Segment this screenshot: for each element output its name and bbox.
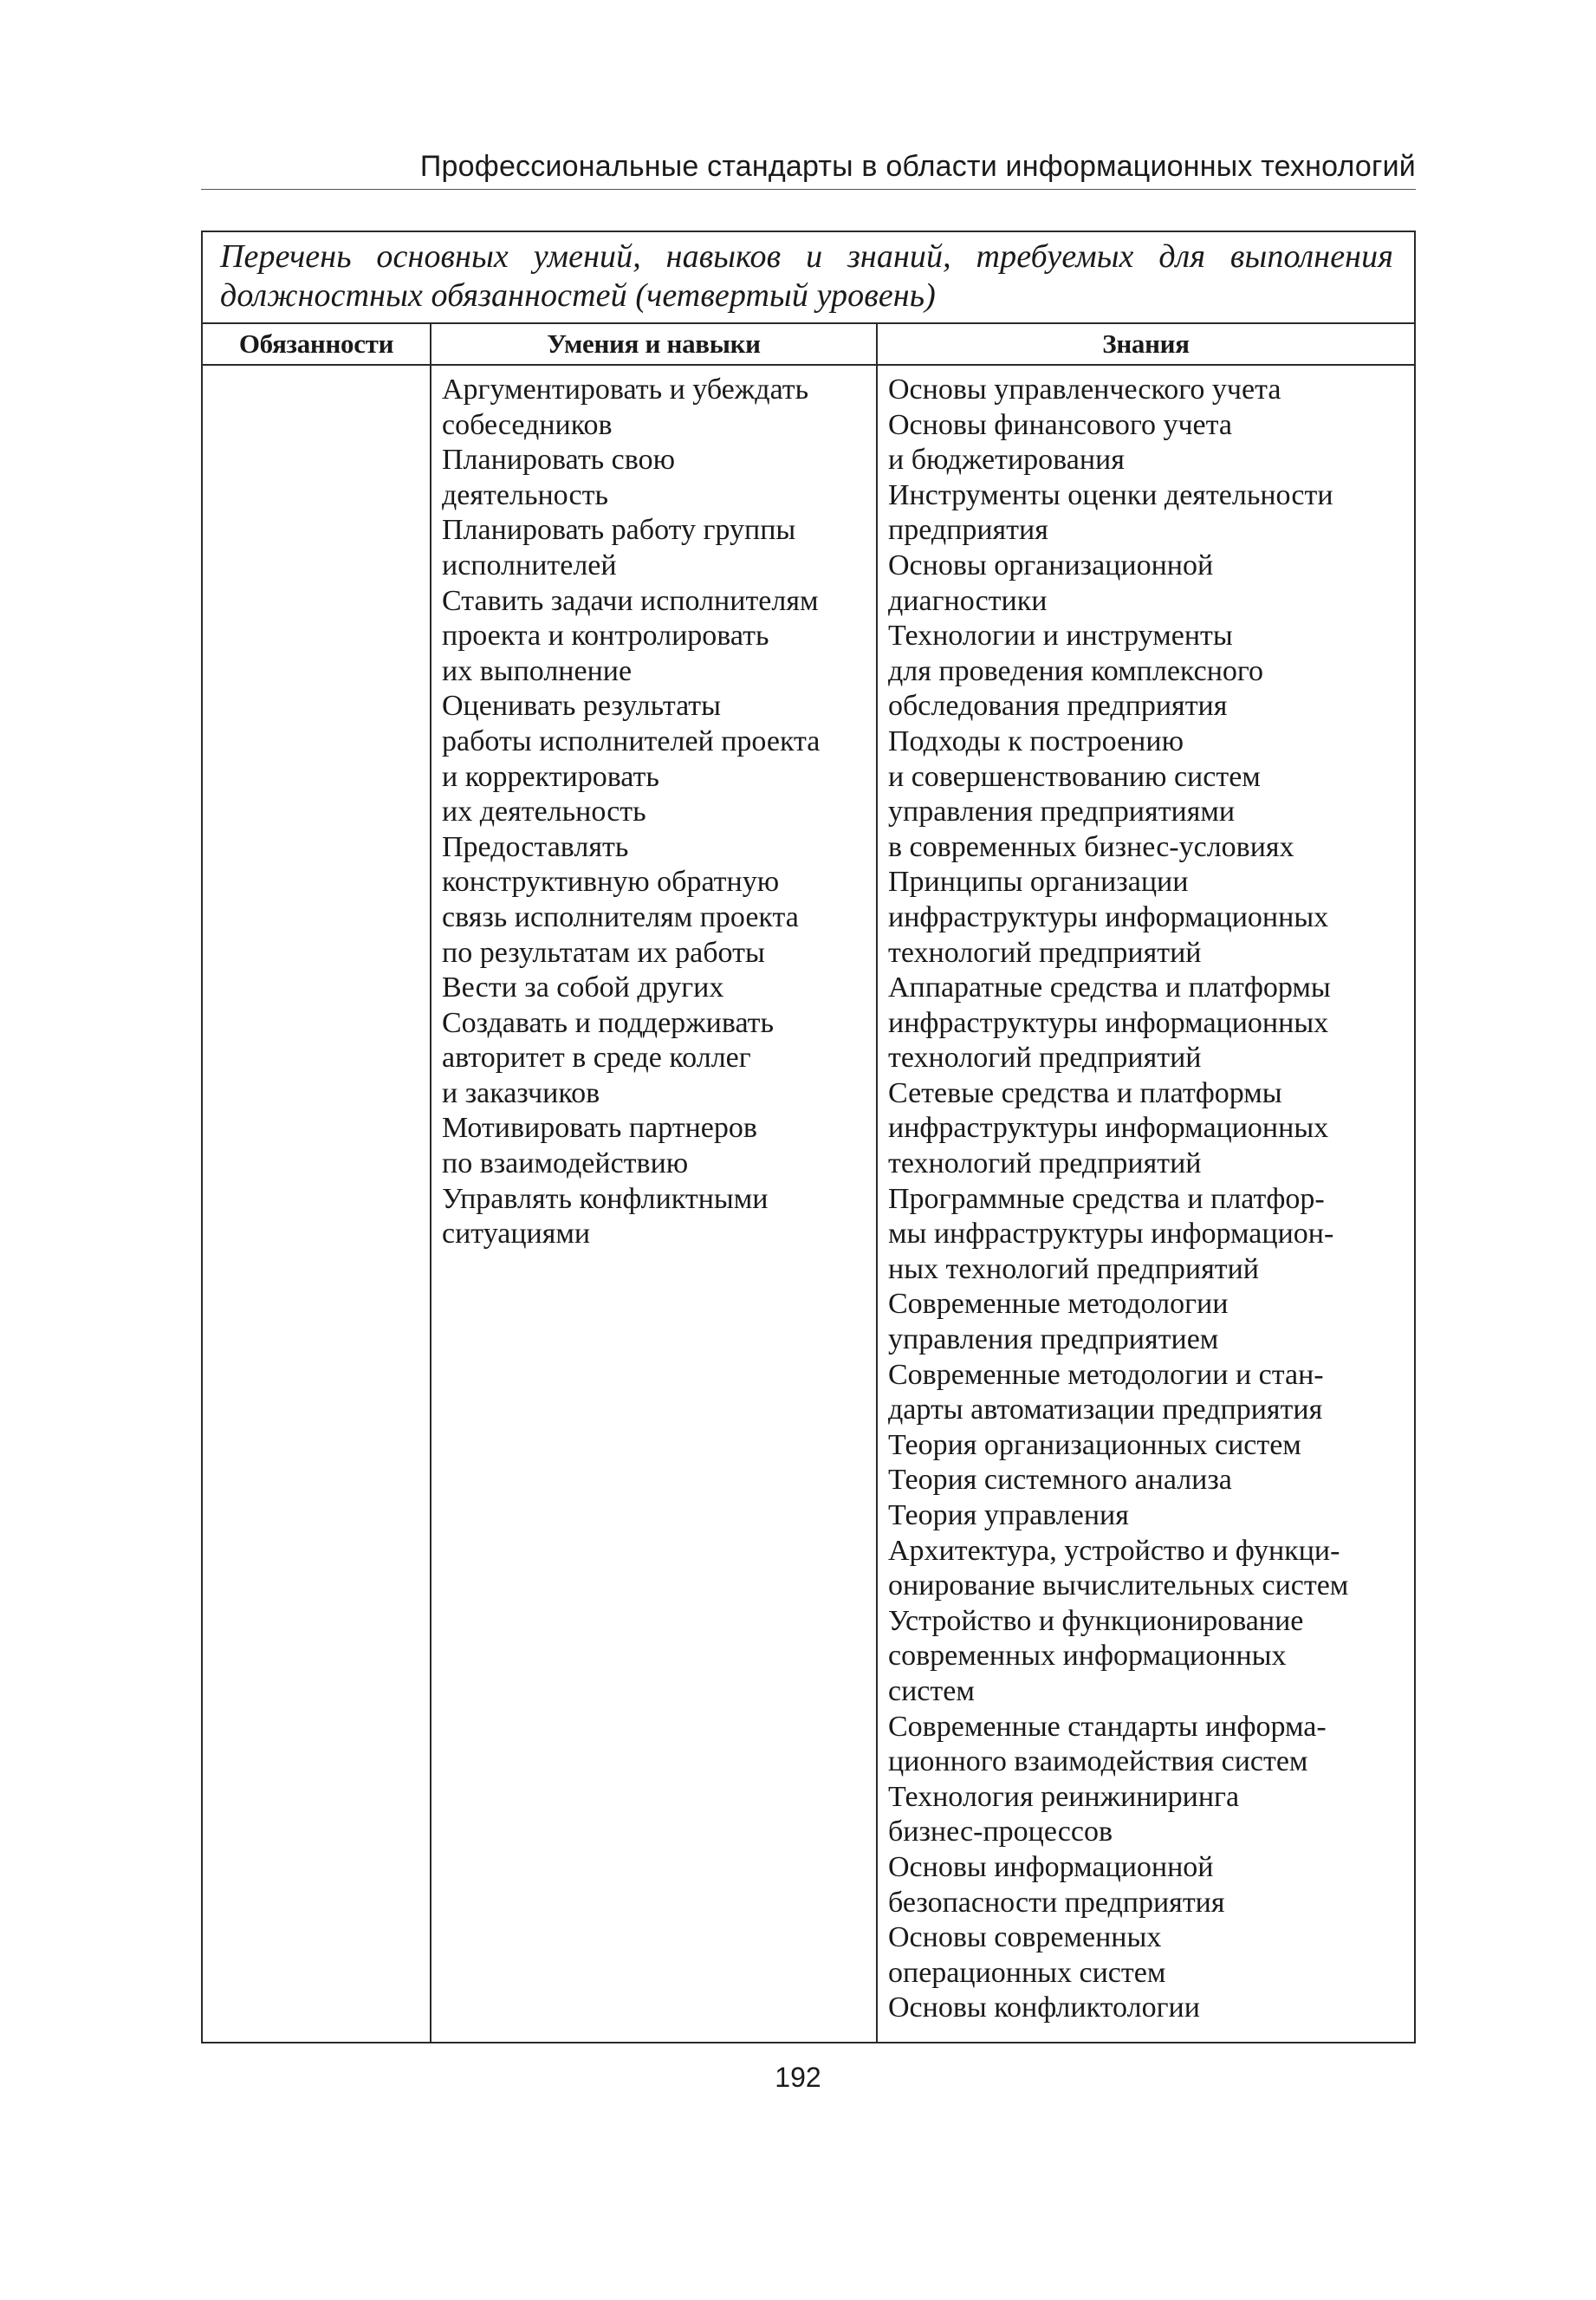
cell-text-line: управления предприятиями <box>888 796 1236 828</box>
cell-text-line: исполнителей <box>442 549 617 581</box>
cell-text-line: Теория организационных систем <box>888 1428 1301 1461</box>
cell-text-line: Основы управленческого учета <box>888 374 1281 406</box>
cell-text-line: Основы современных <box>888 1921 1162 1954</box>
cell-text-line: систем <box>888 1674 975 1707</box>
cell-text-line: Основы конфликтологии <box>888 1991 1200 2024</box>
table-body-row <box>203 366 1414 2042</box>
cell-text-line: Основы организационной <box>888 549 1214 581</box>
cell-text-line: Современные методологии <box>888 1288 1229 1321</box>
cell-text-line: инфраструктуры информационных <box>888 1112 1329 1145</box>
cell-text-line: технологий предприятий <box>888 936 1202 969</box>
cell-text-line: Архитектура, устройство и функци- <box>888 1534 1340 1567</box>
cell-text-line: Создавать и поддерживать <box>442 1006 775 1039</box>
cell-text-line: инфраструктуры информационных <box>888 900 1329 933</box>
cell-text-line: в современных бизнес-условиях <box>888 830 1294 863</box>
cell-text-line: авторитет в среде коллег <box>442 1042 751 1075</box>
cell-text-line: Ставить задачи исполнителям <box>442 584 819 617</box>
cell-text-line: Подходы к построению <box>888 724 1184 757</box>
running-header: Профессиональные стандарты в области информационных технологий <box>419 150 1416 183</box>
table-caption: Перечень основных умений, навыков и знаний, требуемых для выполнения должностных обязанностей (четвертый уровень) <box>203 232 1414 324</box>
cell-text-line: Теория системного анализа <box>888 1464 1232 1497</box>
cell-text-line: Технология реинжиниринга <box>888 1780 1240 1813</box>
cell-text-line: и корректировать <box>442 760 659 793</box>
cell-text-line: обследования предприятия <box>888 690 1228 723</box>
cell-text-line: Теория управления <box>888 1499 1129 1531</box>
cell-text-line: операционных систем <box>888 1956 1166 1989</box>
column-header-duties: Обязанности <box>203 324 431 364</box>
cell-text-line: ных технологий предприятий <box>888 1252 1260 1285</box>
cell-text-line: инфраструктуры информационных <box>888 1006 1329 1039</box>
column-header-skills: Умения и навыки <box>431 324 878 364</box>
cell-text-line: безопасности предприятия <box>888 1886 1225 1919</box>
cell-text-line: мы инфраструктуры информацион- <box>888 1218 1334 1251</box>
cell-text-line: Управлять конфликтными <box>442 1182 769 1215</box>
skills-cell <box>431 366 878 2042</box>
cell-text-line: Предоставлять <box>442 830 629 863</box>
cell-text-line: онирование вычислительных систем <box>888 1569 1349 1602</box>
cell-text-line: управления предприятием <box>888 1323 1219 1356</box>
cell-text-line: Современные стандарты информа- <box>888 1710 1327 1743</box>
cell-text-line: предприятия <box>888 514 1048 547</box>
cell-text-line: Мотивировать партнеров <box>442 1112 757 1145</box>
cell-text-line: Планировать свою <box>442 444 675 477</box>
cell-text-line: конструктивную обратную <box>442 866 780 899</box>
cell-text-line: по результатам их работы <box>442 936 765 969</box>
cell-text-line: Сетевые средства и платформы <box>888 1076 1282 1109</box>
table-header-row <box>203 324 1414 366</box>
cell-text-line: работы исполнителей проекта <box>442 724 821 757</box>
page-number: 192 <box>775 2062 821 2093</box>
column-header-knowledge: Знания <box>1102 328 1190 359</box>
cell-text-line: Аргументировать и убеждать <box>442 374 809 406</box>
cell-text-line: Основы финансового учета <box>888 408 1233 441</box>
cell-text-line: Инструменты оценки деятельности <box>888 478 1333 511</box>
cell-text-line: технологий предприятий <box>888 1042 1202 1075</box>
cell-text-line: Вести за собой других <box>442 971 724 1004</box>
cell-text-line: бизнес-процессов <box>888 1816 1113 1848</box>
cell-text-line: и заказчиков <box>442 1076 600 1109</box>
cell-text-line: Программные средства и платфор- <box>888 1182 1325 1215</box>
header-rule <box>201 189 1416 190</box>
cell-text-line: по взаимодействию <box>442 1147 689 1180</box>
cell-text-line: Основы информационной <box>888 1850 1214 1883</box>
cell-text-line: их выполнение <box>442 654 633 687</box>
cell-text-line: Аппаратные средства и платформы <box>888 971 1331 1004</box>
cell-text-line: ционного взаимодействия систем <box>888 1745 1308 1778</box>
cell-text-line: технологий предприятий <box>888 1147 1202 1180</box>
duties-cell <box>203 366 431 2042</box>
cell-text-line: их деятельность <box>442 796 646 828</box>
cell-text-line: Технологии и инструменты <box>888 620 1233 653</box>
cell-text-line: диагностики <box>888 584 1048 617</box>
competency-table <box>201 231 1416 2043</box>
cell-text-line: Устройство и функционирование <box>888 1604 1304 1637</box>
cell-text-line: дарты автоматизации предприятия <box>888 1394 1323 1426</box>
cell-text-line: Современные методологии и стан- <box>888 1358 1324 1391</box>
knowledge-cell <box>878 366 1414 2042</box>
cell-text-line: современных информационных <box>888 1640 1287 1673</box>
cell-text-line: проекта и контролировать <box>442 620 769 653</box>
cell-text-line: Принципы организации <box>888 866 1189 899</box>
cell-text-line: и бюджетирования <box>888 444 1125 477</box>
cell-text-line: и совершенствованию систем <box>888 760 1261 793</box>
cell-text-line: связь исполнителям проекта <box>442 900 799 933</box>
cell-text-line: Оценивать результаты <box>442 690 722 723</box>
cell-text-line: для проведения комплексного <box>888 654 1263 687</box>
cell-text-line: собеседников <box>442 408 613 441</box>
cell-text-line: Планировать работу группы <box>442 514 796 547</box>
cell-text-line: ситуациями <box>442 1218 591 1251</box>
cell-text-line: деятельность <box>442 478 608 511</box>
